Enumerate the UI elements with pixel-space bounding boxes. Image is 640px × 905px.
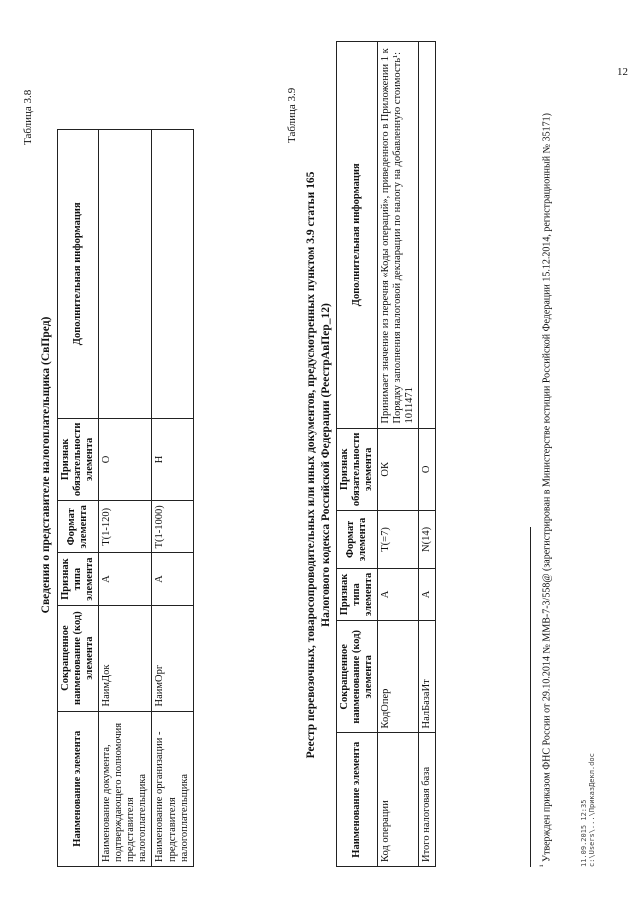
column-header: Признак обязательности элемента [58,418,99,501]
table-cell: НалБазаИт [419,621,436,733]
table-3-9-label: Таблица 3.9 [286,87,298,143]
footnote-marker: ¹ [538,864,547,867]
footnote-text: Утвержден приказом ФНС России от 29.10.2014 № ММВ-7-3/558@ (зарегистрирован в Министерстве юстиции Российской Федерации 15.12.2014, регистрационный № 35171) [541,113,553,862]
table-cell: N(14) [419,511,436,569]
table-cell [419,42,436,429]
table-3-8 [57,129,194,867]
page-number: 12 [617,66,628,78]
column-header: Признак обязательности элемента [337,428,378,511]
table-cell: КодОпер [378,621,419,733]
column-header: Формат элемента [58,501,99,553]
column-header: Наименование элемента [337,733,378,867]
table-3-8-label: Таблица 3.8 [22,89,34,145]
table-row [419,42,436,867]
column-header: Сокращенное наименование (код) элемента [58,605,99,711]
table-cell: T(=7) [378,511,419,569]
column-header: Признак типа элемента [58,553,99,605]
column-header: Наименование элемента [58,711,99,866]
table-cell [99,130,152,419]
table-cell: Т(1-1000) [152,501,193,553]
file-stamp-path: c:\Users\...\ПриказДекл.doc [588,753,597,867]
table-row [99,130,152,867]
column-header: Формат элемента [337,511,378,569]
table-row [378,42,419,867]
file-stamp-date: 11.09.2015 12:35 [580,799,588,867]
table-row [152,130,193,867]
column-header: Дополнительная информация [337,42,378,429]
table-cell: О [99,418,152,501]
table-cell [152,130,193,419]
table-cell: Принимает значение из перечня «Коды операций», приведенного в Приложении 1 к Порядку заполнения налоговой декларации по налогу на добавленную стоимость¹: 1011471 [378,42,419,429]
table-cell: НаимДок [99,605,152,711]
table-cell: НаимОрг [152,605,193,711]
column-header: Дополнительная информация [58,130,99,419]
footnote [538,47,554,867]
table-cell: Итого налоговая база [419,733,436,867]
table-3-9-title-line1: Реестр перевозочных, товаросопроводительных или иных документов, предусмотренных пунктом 3.9 статьи 165 [305,171,317,759]
table-cell: О [419,428,436,511]
table-cell: ОК [378,428,419,511]
table-cell: А [419,568,436,620]
table-cell: А [378,568,419,620]
table-cell: Наименование организации - представителя налогоплательщика [152,711,193,866]
table-3-9 [336,41,436,867]
table-cell: Т(1-120) [99,501,152,553]
table-cell: А [99,553,152,605]
table-cell: Н [152,418,193,501]
footnote-rule [530,527,531,867]
column-header: Признак типа элемента [337,568,378,620]
table-cell: Наименование документа, подтверждающего полномочия представителя налогоплательщика [99,711,152,866]
column-header: Сокращенное наименование (код) элемента [337,621,378,733]
table-cell: Код операции [378,733,419,867]
table-cell: А [152,553,193,605]
table-header-row [58,130,99,867]
table-3-8-title: Сведения о представителе налогоплательщика (СвПред) [40,316,52,614]
table-header-row [337,42,378,867]
table-3-9-title-line2: Налогового кодекса Российской Федерации (РеестрАвПер_12) [320,303,332,627]
file-stamp [580,753,597,867]
